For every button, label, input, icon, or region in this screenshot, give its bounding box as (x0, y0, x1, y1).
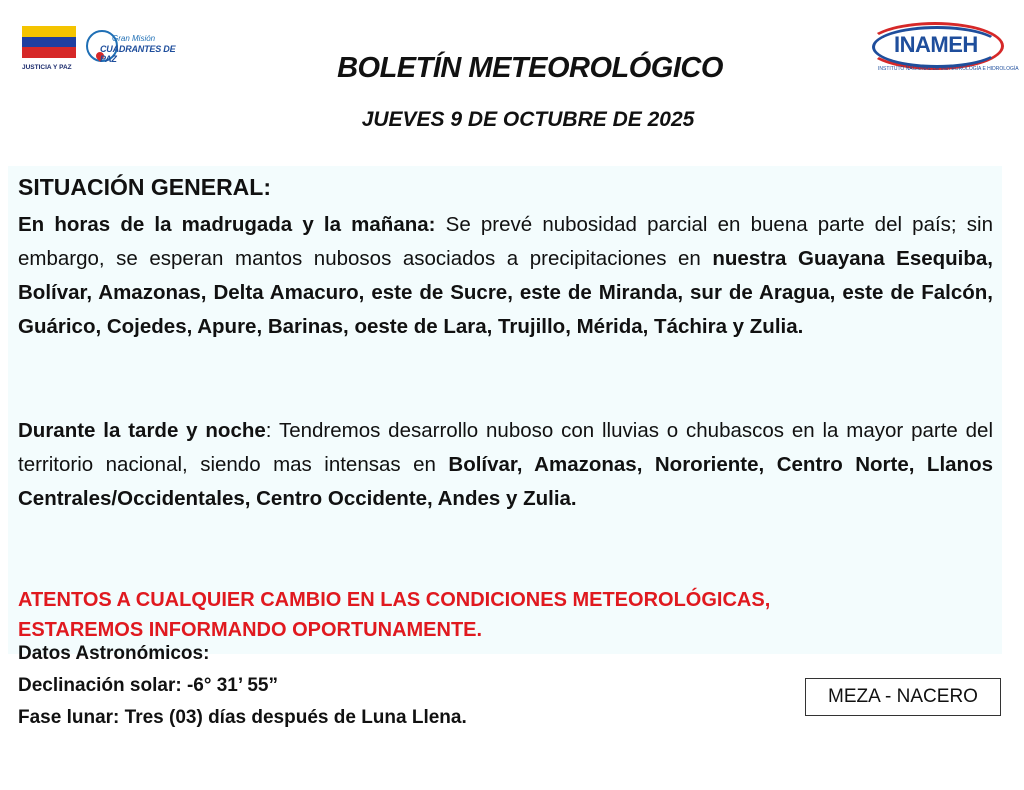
morning-regions: nuestra Guayana Esequiba, Bolívar, Amazonas, Delta Amacuro, este de Sucre, este de Miranda, sur de Aragua, este de Falcón, Guárico, Cojedes, Apure, Barinas, oeste de Lara, Trujillo, Mérida, Táchira y Zulia. (18, 247, 993, 338)
morning-colon: : (428, 213, 436, 236)
situation-heading: SITUACIÓN GENERAL: (18, 174, 271, 200)
afternoon-text: : Tendremos desarrollo nuboso con lluvias o chubascos en la mayor parte del territorio nacional, siendo mas intensas en (18, 419, 993, 476)
bulletin-title: BOLETÍN METEOROLÓGICO (337, 52, 723, 84)
moon-phase: Fase lunar: Tres (03) días después de Luna Llena. (18, 707, 467, 728)
gm-line2: CUADRANTES DE PAZ (100, 44, 176, 64)
bulletin-date: JUEVES 9 DE OCTUBRE DE 2025 (361, 108, 695, 131)
gm-line1: Gran Misión (112, 34, 156, 43)
astro-heading: Datos Astronómicos: (18, 643, 210, 664)
morning-text: Se prevé nubosidad parcial en buena parte del país; sin embargo, se esperan mantos nubosos asociados a precipitaciones en (18, 213, 993, 270)
paragraph-morning (18, 208, 993, 344)
paragraph-afternoon (18, 414, 993, 516)
inameh-subtitle: INSTITUTO NACIONAL DE METEOROLOGÍA E HIDROLOGÍA (878, 66, 1019, 72)
afternoon-regions: Bolívar, Amazonas, Nororiente, Centro Norte, Llanos Centrales/Occidentales, Centro Occidente, Andes y Zulia. (18, 453, 993, 510)
alert-notice (18, 585, 770, 645)
author-signature-box: MEZA - NACERO (805, 678, 1001, 716)
morning-lead: En horas de la madrugada y la mañana (18, 213, 429, 236)
afternoon-lead: Durante la tarde y noche (18, 419, 266, 442)
inameh-wordmark: INAMEH (894, 32, 978, 57)
astronomical-data (18, 638, 467, 734)
justicia-paz-caption: JUSTICIA Y PAZ (22, 64, 72, 71)
solar-declination: Declinación solar: -6° 31’ 55” (18, 675, 278, 696)
alert-line2: ESTAREMOS INFORMANDO OPORTUNAMENTE. (18, 619, 483, 641)
alert-line1: ATENTOS A CUALQUIER CAMBIO EN LAS CONDICIONES METEOROLÓGICAS, (18, 589, 771, 611)
